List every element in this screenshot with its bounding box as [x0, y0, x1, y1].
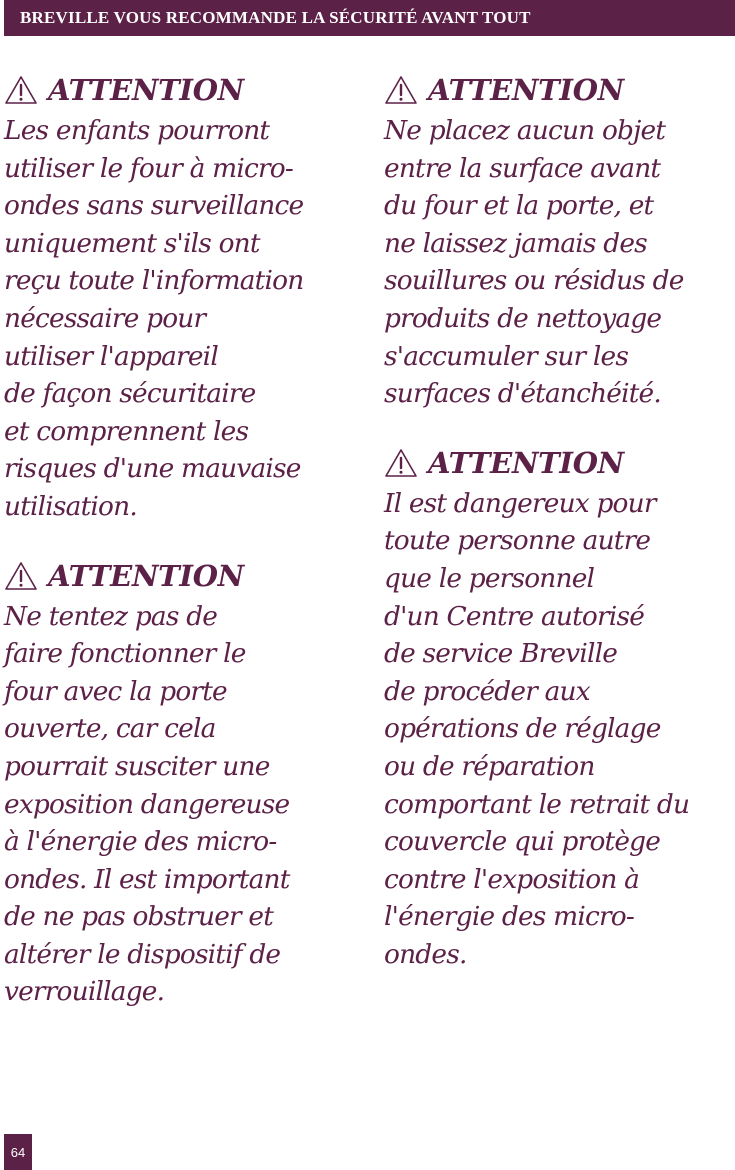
- warning-body-line: ou de réparation: [384, 750, 595, 782]
- warning-title-text: ATTENTION: [48, 73, 244, 107]
- warning-body: [384, 485, 734, 974]
- left-column: [4, 70, 356, 1041]
- warning-body-line: souillures ou résidus de: [384, 265, 684, 297]
- warning-body-line: que le personnel: [384, 562, 595, 594]
- warning-body-line: utiliser le four à micro-: [4, 152, 293, 184]
- warning-triangle-icon: [384, 75, 418, 105]
- warning-body-line: Les enfants pourront: [4, 115, 270, 146]
- warning-title-text: ATTENTION: [48, 558, 244, 593]
- warning-body-line: Il est dangereux pour: [384, 487, 656, 519]
- warning-body: [384, 112, 734, 413]
- right-column: [384, 70, 734, 1003]
- page-number: 64: [4, 1134, 32, 1170]
- warning-title: [4, 70, 356, 110]
- warning-title: [384, 70, 734, 110]
- warning-title: [384, 443, 734, 483]
- warning-body-line: comportant le retrait du: [384, 788, 690, 820]
- warning-body-line: verrouillage.: [4, 976, 165, 1008]
- warning-body-line: opérations de réglage: [384, 713, 661, 745]
- warning-body-line: four avec la porte: [4, 675, 227, 707]
- warning-title-text: ATTENTION: [428, 73, 624, 107]
- warning-body-line: risques d'une mauvaise: [4, 453, 301, 485]
- warning-body-line: s'accumuler sur les: [384, 340, 629, 372]
- warning-body-line: de façon sécuritaire: [4, 378, 256, 410]
- warning-body-line: exposition dangereuse: [4, 788, 290, 820]
- warning-body-line: uniquement s'ils ont: [4, 227, 260, 259]
- warning-block: [384, 70, 734, 413]
- warning-body-line: Ne tentez pas de: [4, 600, 218, 632]
- warning-body-line: couvercle qui protège: [384, 826, 661, 858]
- warning-body-line: produits de nettoyage: [384, 302, 662, 334]
- warning-body-line: toute personne autre: [384, 525, 651, 557]
- warning-body-line: ondes sans surveillance: [4, 190, 304, 222]
- warning-block: [4, 556, 356, 1012]
- warning-body-line: Ne placez aucun objet: [384, 115, 666, 146]
- warning-body: [4, 598, 356, 1012]
- warning-body-line: du four et la porte, et: [384, 190, 654, 222]
- warning-body-line: de procéder aux: [384, 675, 590, 707]
- warning-body-line: nécessaire pour: [4, 302, 206, 334]
- warning-body-line: contre l'exposition à: [384, 863, 640, 895]
- warning-body-line: entre la surface avant: [384, 152, 661, 184]
- warning-triangle-icon: [4, 75, 38, 105]
- warning-body-line: ne laissez jamais des: [384, 227, 647, 259]
- warning-triangle-icon: [4, 561, 38, 591]
- warning-body-line: pourrait susciter une: [4, 750, 270, 782]
- warning-body-line: l'énergie des micro-: [384, 901, 634, 933]
- warning-title-text: ATTENTION: [428, 445, 624, 480]
- section-header: [4, 0, 735, 36]
- warning-body-line: à l'énergie des micro-: [4, 826, 277, 858]
- warning-body-line: et comprennent les: [4, 415, 249, 447]
- warning-block: [384, 443, 734, 974]
- warning-body-line: ondes. Il est important: [4, 863, 290, 895]
- warning-triangle-icon: [384, 448, 418, 478]
- warning-body-line: altérer le dispositif de: [4, 938, 281, 970]
- warning-body-line: surfaces d'étanchéité.: [384, 378, 661, 410]
- warning-body-line: faire fonctionner le: [4, 638, 246, 670]
- warning-body-line: reçu toute l'information: [4, 265, 304, 297]
- warning-body-line: de ne pas obstruer et: [4, 901, 274, 933]
- warning-title: [4, 556, 356, 596]
- warning-body-line: utilisation.: [4, 490, 137, 522]
- warning-body: [4, 112, 356, 526]
- section-header-title: BREVILLE VOUS RECOMMANDE LA SÉCURITÉ AVANT TOUT: [20, 8, 531, 27]
- warning-body-line: d'un Centre autorisé: [384, 600, 645, 632]
- warning-body-line: ouverte, car cela: [4, 713, 216, 745]
- warning-body-line: ondes.: [384, 938, 467, 970]
- warning-block: [4, 70, 356, 526]
- warning-body-line: de service Breville: [384, 638, 618, 670]
- warning-body-line: utiliser l'appareil: [4, 340, 218, 372]
